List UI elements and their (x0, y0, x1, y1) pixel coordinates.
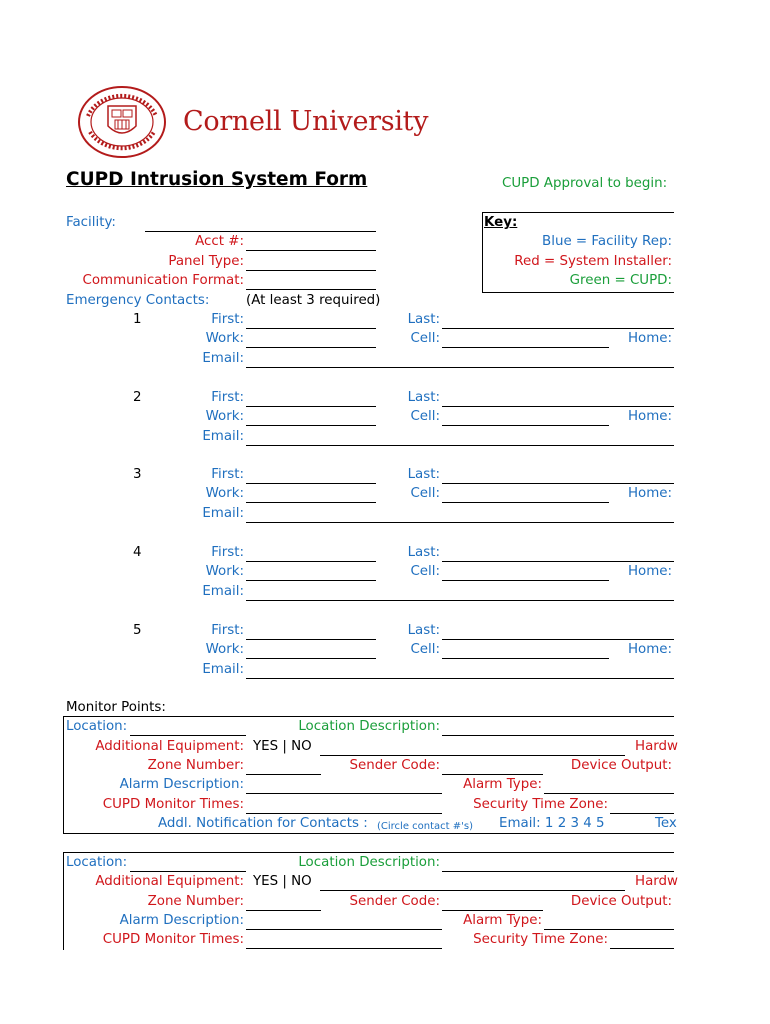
comm-format-field[interactable] (246, 289, 376, 290)
acct-field[interactable] (246, 250, 376, 251)
emergency-contacts-note: (At least 3 required) (246, 293, 381, 308)
home-phone-label: Home: (627, 642, 672, 657)
last-name-field[interactable] (442, 328, 674, 329)
alarm-type-field[interactable] (544, 793, 674, 794)
home-phone-label: Home: (627, 564, 672, 579)
cell-phone-label: Cell: (410, 409, 440, 424)
work-phone-label: Work: (205, 642, 244, 657)
monitor-box-bottom (63, 833, 674, 834)
sender-code-field[interactable] (442, 910, 543, 911)
email-field[interactable] (246, 445, 674, 446)
sender-code-label: Sender Code: (349, 758, 440, 773)
contact-number: 2 (133, 390, 142, 405)
work-phone-label: Work: (205, 564, 244, 579)
circle-contact-note: (Circle contact #'s) (377, 821, 474, 832)
first-name-label: First: (211, 467, 244, 482)
zone-number-label: Zone Number: (147, 894, 244, 909)
location-field[interactable] (130, 871, 246, 872)
last-name-field[interactable] (442, 639, 674, 640)
yes-no-choice[interactable]: YES | NO (253, 874, 312, 889)
key-heading: Key: (484, 215, 518, 230)
zone-number-label: Zone Number: (147, 758, 244, 773)
hardware-label: Hardw (635, 874, 678, 889)
security-time-zone-field[interactable] (610, 948, 674, 949)
location-description-label: Location Description: (298, 855, 440, 870)
first-name-label: First: (211, 545, 244, 560)
facility-field[interactable] (145, 231, 376, 232)
comm-format-label: Communication Format: (82, 273, 244, 288)
first-name-field[interactable] (246, 561, 376, 562)
additional-equipment-label: Additional Equipment: (95, 739, 244, 754)
sender-code-label: Sender Code: (349, 894, 440, 909)
work-phone-field[interactable] (246, 502, 376, 503)
first-name-field[interactable] (246, 328, 376, 329)
alarm-type-label: Alarm Type: (463, 913, 542, 928)
monitor-box-left (63, 716, 64, 834)
cell-phone-label: Cell: (410, 564, 440, 579)
key-box-top (482, 212, 674, 213)
additional-equipment-label: Additional Equipment: (95, 874, 244, 889)
email-label: Email: (202, 506, 244, 521)
email-label: Email: (202, 351, 244, 366)
alarm-description-field[interactable] (246, 929, 442, 930)
last-name-label: Last: (407, 467, 440, 482)
alarm-type-label: Alarm Type: (463, 777, 542, 792)
hardware-label: Hardw (635, 739, 678, 754)
monitor-times-field[interactable] (246, 813, 442, 814)
cell-phone-field[interactable] (442, 425, 609, 426)
email-field[interactable] (246, 678, 674, 679)
emergency-contacts-label: Emergency Contacts: (66, 293, 210, 308)
location-description-label: Location Description: (298, 719, 440, 734)
work-phone-label: Work: (205, 409, 244, 424)
cell-phone-label: Cell: (410, 486, 440, 501)
first-name-label: First: (211, 312, 244, 327)
alarm-description-field[interactable] (246, 793, 442, 794)
email-field[interactable] (246, 522, 674, 523)
contact-number: 1 (133, 312, 142, 327)
email-label: Email: (202, 662, 244, 677)
monitor-points-heading: Monitor Points: (66, 700, 166, 715)
location-label: Location: (66, 855, 128, 870)
last-name-field[interactable] (442, 483, 674, 484)
first-name-label: First: (211, 390, 244, 405)
first-name-label: First: (211, 623, 244, 638)
key-blue: Blue = Facility Rep: (542, 234, 672, 249)
cell-phone-field[interactable] (442, 580, 609, 581)
alarm-description-label: Alarm Description: (119, 913, 244, 928)
form-title: CUPD Intrusion System Form (66, 169, 368, 190)
email-label: Email: (202, 429, 244, 444)
monitor-times-label: CUPD Monitor Times: (102, 797, 244, 812)
location-description-field[interactable] (442, 871, 674, 872)
location-field[interactable] (130, 735, 246, 736)
device-output-label: Device Output: (570, 894, 672, 909)
cell-phone-label: Cell: (410, 642, 440, 657)
cell-phone-field[interactable] (442, 658, 609, 659)
work-phone-field[interactable] (246, 580, 376, 581)
alarm-type-field[interactable] (544, 929, 674, 930)
device-output-label: Device Output: (570, 758, 672, 773)
monitor-times-field[interactable] (246, 948, 442, 949)
monitor-times-label: CUPD Monitor Times: (102, 932, 244, 947)
work-phone-field[interactable] (246, 347, 376, 348)
addl-notification-label: Addl. Notification for Contacts : (158, 816, 368, 831)
work-phone-field[interactable] (246, 658, 376, 659)
last-name-field[interactable] (442, 406, 674, 407)
acct-label: Acct #: (195, 234, 244, 249)
last-name-label: Last: (407, 312, 440, 327)
email-label: Email: (202, 584, 244, 599)
email-contact-choices[interactable]: Email: 1 2 3 4 5 (499, 816, 605, 831)
key-box-bottom (482, 292, 674, 293)
contact-number: 4 (133, 545, 142, 560)
contact-number: 5 (133, 623, 142, 638)
email-field[interactable] (246, 600, 674, 601)
last-name-field[interactable] (442, 561, 674, 562)
facility-label: Facility: (66, 215, 116, 230)
security-time-zone-label: Security Time Zone: (473, 932, 608, 947)
monitor-box-top (63, 716, 674, 717)
text-contact-label: Tex (655, 816, 677, 831)
alarm-description-label: Alarm Description: (119, 777, 244, 792)
work-phone-field[interactable] (246, 425, 376, 426)
key-green: Green = CUPD: (569, 273, 672, 288)
yes-no-choice[interactable]: YES | NO (253, 739, 312, 754)
first-name-field[interactable] (246, 639, 376, 640)
home-phone-label: Home: (627, 409, 672, 424)
first-name-field[interactable] (246, 406, 376, 407)
first-name-field[interactable] (246, 483, 376, 484)
cell-phone-field[interactable] (442, 347, 609, 348)
last-name-label: Last: (407, 390, 440, 405)
home-phone-label: Home: (627, 486, 672, 501)
cell-phone-field[interactable] (442, 502, 609, 503)
location-label: Location: (66, 719, 128, 734)
panel-type-field[interactable] (246, 270, 376, 271)
monitor-box-top (63, 852, 674, 853)
zone-number-field[interactable] (246, 774, 321, 775)
cell-phone-label: Cell: (410, 331, 440, 346)
sender-code-field[interactable] (442, 774, 543, 775)
security-time-zone-label: Security Time Zone: (473, 797, 608, 812)
cornell-seal-icon (78, 86, 166, 158)
brand-name: Cornell University (183, 106, 429, 137)
contact-number: 3 (133, 467, 142, 482)
security-time-zone-field[interactable] (610, 813, 674, 814)
work-phone-label: Work: (205, 331, 244, 346)
last-name-label: Last: (407, 623, 440, 638)
additional-equipment-field[interactable] (320, 890, 625, 891)
work-phone-label: Work: (205, 486, 244, 501)
panel-type-label: Panel Type: (168, 254, 244, 269)
key-red: Red = System Installer: (514, 254, 672, 269)
last-name-label: Last: (407, 545, 440, 560)
zone-number-field[interactable] (246, 910, 321, 911)
email-field[interactable] (246, 367, 674, 368)
approval-label: CUPD Approval to begin: (502, 176, 668, 191)
home-phone-label: Home: (627, 331, 672, 346)
location-description-field[interactable] (442, 735, 674, 736)
additional-equipment-field[interactable] (320, 755, 625, 756)
